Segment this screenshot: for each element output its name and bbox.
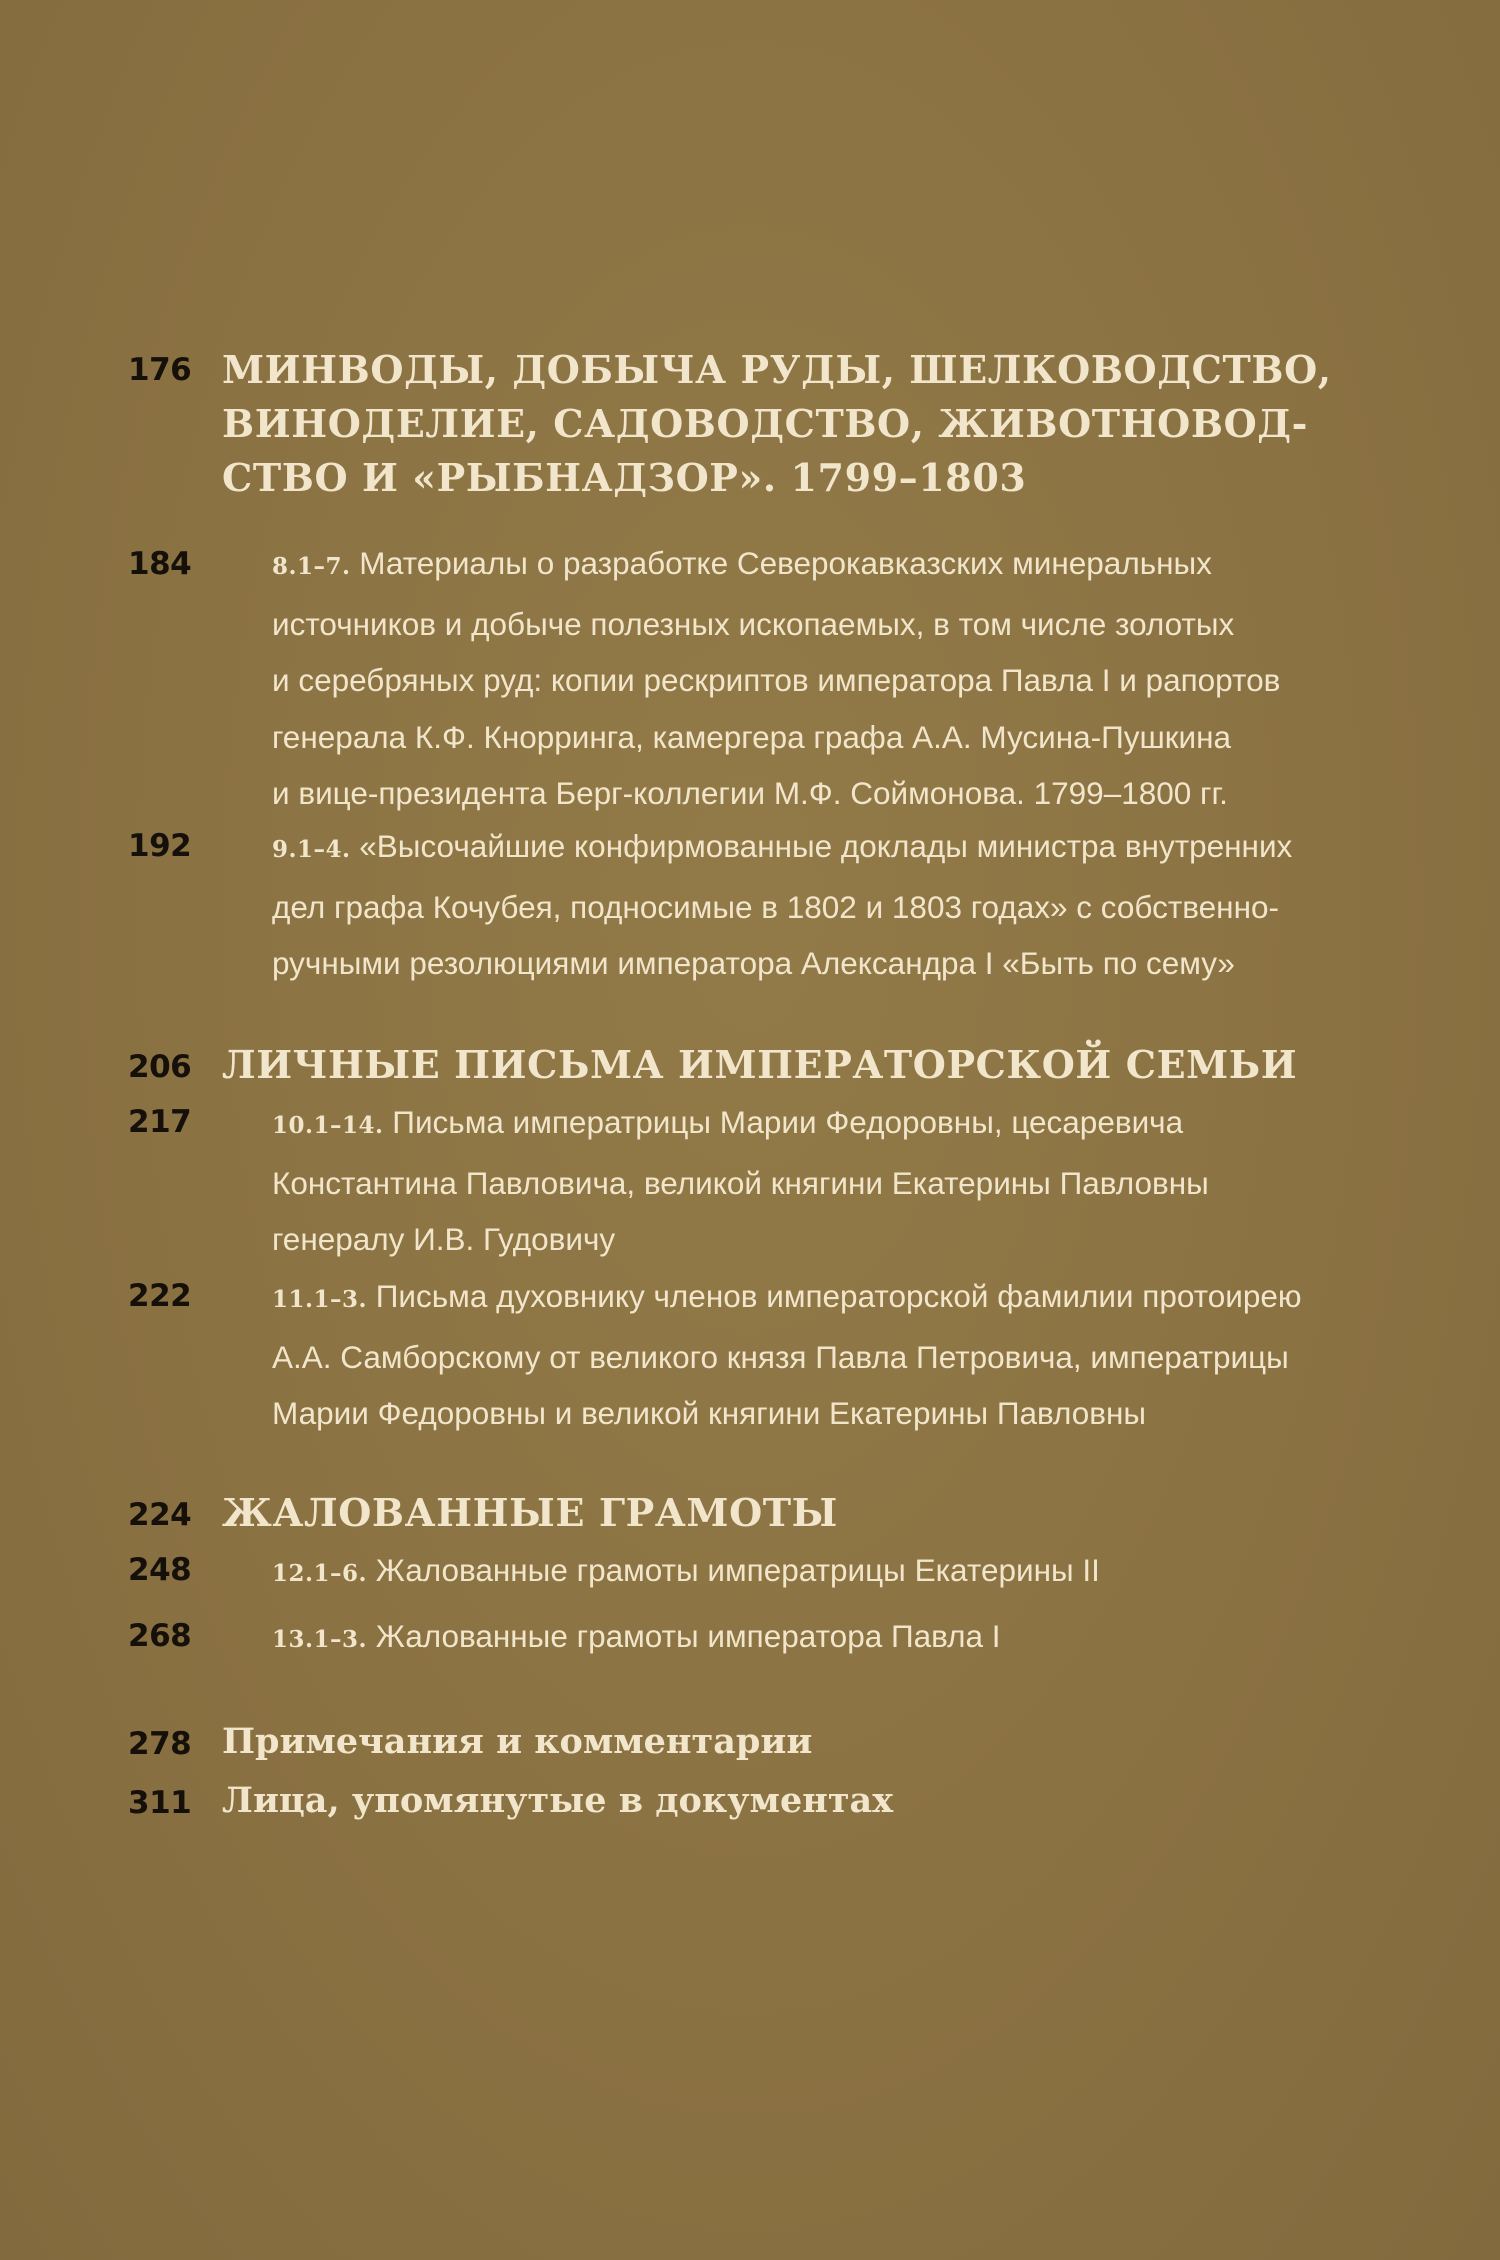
entry-line: источников и добыче полезных ископаемых, в том числе золотых xyxy=(272,605,1235,642)
appendix-title: Лица, упомянутые в документах xyxy=(222,1780,894,1821)
section-title xyxy=(222,1038,1342,1092)
section-title-line: ВИНОДЕЛИЕ, САДОВОДСТВО, ЖИВОТНОВОД- xyxy=(222,401,1309,446)
entry-line: генералу И.В. Гудовичу xyxy=(272,1221,616,1257)
appendix-title: Примечания и комментарии xyxy=(222,1721,813,1762)
entry-text: Жалованные грамоты императрицы Екатерины II xyxy=(367,1552,1100,1588)
entry-line: Константина Павловича, великой княгини Екатерины Павловны xyxy=(272,1164,1209,1201)
entry-line: генерала К.Ф. Кнорринга, камергера графа А.А. Мусина-Пушкина xyxy=(272,718,1232,755)
document-code: 8.1–7. xyxy=(272,553,351,580)
entry-line xyxy=(272,1542,1307,1603)
toc-entry xyxy=(272,535,1307,822)
appendix-page-number: 311 xyxy=(128,1785,192,1821)
section-title-line: ЖАЛОВАННЫЕ ГРАМОТЫ xyxy=(222,1490,838,1535)
entry-line: дел графа Кочубея, подносимые в 1802 и 1803 годах» с собственно- xyxy=(272,888,1279,925)
entry-line: ручными резолюциями императора Александра I «Быть по сему» xyxy=(272,945,1235,981)
toc-entry xyxy=(272,818,1307,992)
entry-text: Письма духовнику членов императорской фамилии протоирею xyxy=(367,1278,1302,1314)
entry-text: Письма императрицы Марии Федоровны, цесаревича xyxy=(383,1104,1184,1140)
entry-text: Жалованные грамоты императора Павла I xyxy=(367,1618,1001,1654)
entry-line xyxy=(272,1608,1307,1669)
toc-entry xyxy=(272,1268,1307,1442)
entry-line: Марии Федоровны и великой княгини Екатерины Павловны xyxy=(272,1395,1147,1431)
section-title xyxy=(222,1486,1342,1540)
entry-text: «Высочайшие конфирмованные доклады министра внутренних xyxy=(350,828,1293,864)
document-code: 11.1–3. xyxy=(272,1286,368,1313)
section-page-number: 206 xyxy=(128,1049,192,1085)
entry-line: А.А. Самборскому от великого князя Павла Петровича, императрицы xyxy=(272,1338,1289,1375)
toc-entry xyxy=(272,1608,1307,1669)
toc-entry xyxy=(272,1542,1307,1603)
document-code: 10.1–14. xyxy=(272,1112,384,1139)
entry-page-number: 222 xyxy=(128,1278,192,1314)
entry-line: и вице-президента Берг-коллегии М.Ф. Соймонова. 1799–1800 гг. xyxy=(272,775,1228,811)
document-code: 9.1–4. xyxy=(272,836,351,863)
entry-line xyxy=(272,1268,1307,1329)
appendix-page-number: 278 xyxy=(128,1726,192,1762)
section-page-number: 176 xyxy=(128,352,192,388)
entry-page-number: 184 xyxy=(128,546,192,582)
entry-page-number: 268 xyxy=(128,1618,192,1654)
entry-text: Материалы о разработке Северокавказских минеральных xyxy=(350,545,1212,581)
section-title xyxy=(222,343,1342,505)
entry-line: и серебряных руд: копии рескриптов императора Павла I и рапортов xyxy=(272,662,1281,698)
entry-page-number: 192 xyxy=(128,828,192,864)
section-title-line: ЛИЧНЫЕ ПИСЬМА ИМПЕРАТОРСКОЙ СЕМЬИ xyxy=(222,1042,1298,1087)
toc-entry xyxy=(272,1094,1307,1268)
section-page-number: 224 xyxy=(128,1497,192,1533)
entry-line xyxy=(272,535,1307,596)
entry-line xyxy=(272,818,1307,879)
section-title-line: СТВО И «РЫБНАДЗОР». 1799–1803 xyxy=(222,455,1027,500)
entry-page-number: 248 xyxy=(128,1552,192,1588)
document-code: 13.1–3. xyxy=(272,1626,368,1653)
entry-line xyxy=(272,1094,1307,1155)
entry-page-number: 217 xyxy=(128,1104,192,1140)
document-code: 12.1–6. xyxy=(272,1560,368,1587)
section-title-line: МИНВОДЫ, ДОБЫЧА РУДЫ, ШЕЛКОВОДСТВО, xyxy=(222,347,1332,392)
